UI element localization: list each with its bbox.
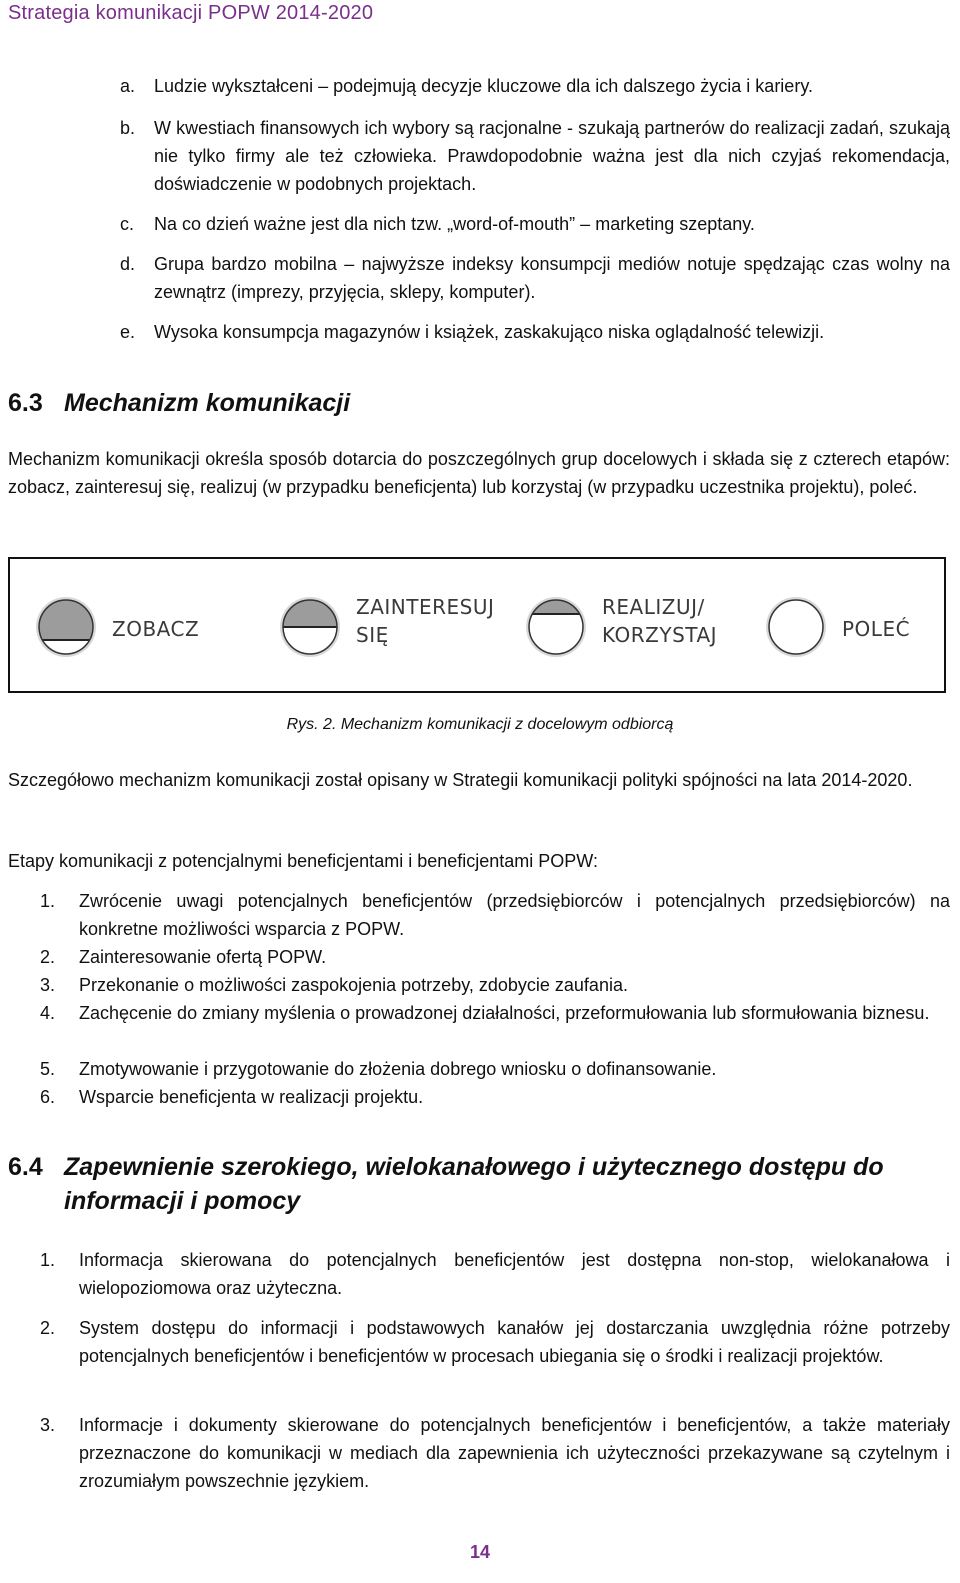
list-item-text: Informacja skierowana do potencjalnych beneficjentów jest dostępna non-stop, wielokanałowa i wielopoziomowa oraz użyteczna. <box>79 1250 950 1298</box>
stage-label: REALIZUJ/ <box>602 595 705 619</box>
list-item-text: Wysoka konsumpcja magazynów i książek, zaskakująco niska oglądalność telewizji. <box>154 322 825 342</box>
figure-caption: Rys. 2. Mechanizm komunikacji z docelowym odbiorcą <box>286 716 674 733</box>
list-item-text: Zainteresowanie ofertą POPW. <box>79 947 327 967</box>
section-heading-6-4 <box>8 1150 950 1218</box>
stage-label: POLEĆ <box>842 617 911 641</box>
section-number: 6.4 <box>8 1153 43 1181</box>
list-item-text: System dostępu do informacji i podstawowych kanałów jej dostarczania uwzględnia różne potrzeby potencjalnych beneficjentów i beneficjentów w procesach ubiegania się o środki i realizacji projektów. <box>79 1318 950 1366</box>
half-filled-circle-icon <box>278 595 342 659</box>
list-item-text: Grupa bardzo mobilna – najwyższe indeksy konsumpcji mediów notuje spędzając czas wolny na zewnątrz (imprezy, przyjęcia, sklepy, komputer). <box>154 254 950 302</box>
stages-intro: Etapy komunikacji z potencjalnymi beneficjentami i beneficjentami POPW: <box>8 851 598 871</box>
list-item-text: Ludzie wykształceni – podejmują decyzje kluczowe dla ich dalszego życia i kariery. <box>154 76 813 96</box>
list-marker: 6. <box>40 1087 56 1107</box>
section-title: Mechanizm komunikacji <box>64 389 351 417</box>
list-item <box>120 72 950 100</box>
page-number: 14 <box>469 1542 491 1562</box>
list-item-text: Zachęcenie do zmiany myślenia o prowadzonej działalności, przeformułowania lub sformułowania biznesu. <box>79 1003 930 1023</box>
section-title: Zapewnienie szerokiego, wielokanałowego i użytecznego dostępu do informacji i pomocy <box>64 1153 884 1215</box>
list-item-text: Wsparcie beneficjenta w realizacji projektu. <box>79 1087 424 1107</box>
stage-label: ZAINTERESUJ <box>356 595 495 619</box>
list-item-text: Zwrócenie uwagi potencjalnych beneficjentów (przedsiębiorców i potencjalnych przedsiębiorców) na konkretne możliwości wsparcia z POPW. <box>79 891 950 939</box>
list-item <box>40 999 950 1027</box>
detail-paragraph: Szczegółowo mechanizm komunikacji został opisany w Strategii komunikacji polityki spójności na lata 2014-2020. <box>8 770 913 790</box>
list-marker: 5. <box>40 1059 56 1079</box>
list-item <box>120 210 950 238</box>
stage-label: ZOBACZ <box>112 617 200 641</box>
stage-label-line2: SIĘ <box>356 623 389 647</box>
list-marker: 3. <box>40 1415 56 1435</box>
list-item <box>40 1055 950 1083</box>
list-marker: 4. <box>40 1003 56 1023</box>
list-marker: b. <box>120 118 136 138</box>
list-item <box>40 943 950 971</box>
list-item-text: W kwestiach finansowych ich wybory są racjonalne - szukają partnerów do realizacji zadań, szukają nie tylko firmy ale też człowieka. Prawdopodobnie ważna jest dla nich czyjaś rekomendacja, doświadczenie w podobnych projektach. <box>154 118 950 194</box>
list-item <box>40 1314 950 1370</box>
list-marker: d. <box>120 254 136 274</box>
list-item <box>120 114 950 198</box>
list-marker: c. <box>120 214 135 234</box>
full-circle-icon <box>764 595 828 659</box>
section-number: 6.3 <box>8 389 43 417</box>
list-marker: a. <box>120 76 136 96</box>
list-item <box>120 318 950 346</box>
running-header: Strategia komunikacji POPW 2014-2020 <box>8 2 374 24</box>
list-item <box>40 1246 950 1302</box>
list-item <box>40 971 950 999</box>
list-item-text: Na co dzień ważne jest dla nich tzw. „word-of-mouth” – marketing szeptany. <box>154 214 755 234</box>
stage-label-line2: KORZYSTAJ <box>602 623 718 647</box>
list-marker: e. <box>120 322 136 342</box>
list-marker: 2. <box>40 947 56 967</box>
quarter-filled-circle-icon <box>34 595 98 659</box>
list-marker: 2. <box>40 1318 56 1338</box>
list-item <box>40 1083 950 1111</box>
list-marker: 1. <box>40 891 56 911</box>
list-item <box>40 1411 950 1495</box>
list-item <box>120 250 950 306</box>
communication-mechanism-figure <box>8 557 946 693</box>
list-marker: 3. <box>40 975 56 995</box>
list-item-text: Informacje i dokumenty skierowane do potencjalnych beneficjentów i beneficjentów, a także materiały przeznaczone do komunikacji w mediach dla zapewnienia ich użyteczności przekazywane są czytelnym i zrozumiałym powszechnie językiem. <box>79 1415 950 1491</box>
list-item-text: Przekonanie o możliwości zaspokojenia potrzeby, zdobycie zaufania. <box>79 975 628 995</box>
section-heading-6-3 <box>8 386 350 420</box>
list-item-text: Zmotywowanie i przygotowanie do złożenia dobrego wniosku o dofinansowanie. <box>79 1059 717 1079</box>
section-paragraph: Mechanizm komunikacji określa sposób dotarcia do poszczególnych grup docelowych i składa się z czterech etapów: zobacz, zainteresuj się, realizuj (w przypadku beneficjenta) lub korzystaj (w przypadku uczestnika projektu), poleć. <box>8 449 950 497</box>
three-quarter-filled-circle-icon <box>524 595 588 659</box>
list-marker: 1. <box>40 1250 56 1270</box>
list-item <box>40 887 950 943</box>
